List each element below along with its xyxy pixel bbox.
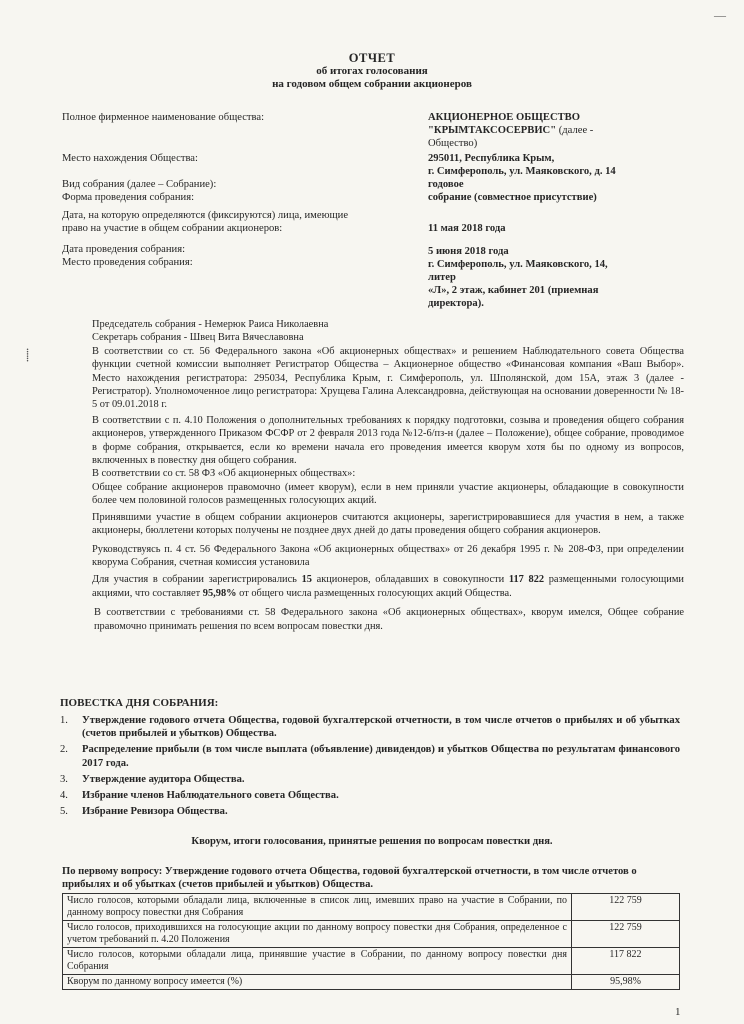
- table-cell-label: Число голосов, которыми обладали лица, включенные в список лиц, имевших право на участие в Собрании, по данному вопросу повестки дня Собрания: [63, 894, 572, 921]
- meeting-place-value: г. Симферополь, ул. Маяковского, 14, литер «Л», 2 этаж, кабинет 201 (приемная директора).: [428, 259, 608, 309]
- report-subtitle-1: об итогах голосования: [316, 65, 428, 77]
- agenda-title: ПОВЕСТКА ДНЯ СОБРАНИЯ:: [60, 697, 219, 709]
- table-cell-value: 122 759: [572, 921, 680, 948]
- chairman: Председатель собрания - Немерюк Раиса Николаевна: [92, 319, 329, 330]
- paragraph-commission-found: Руководствуясь п. 4 ст. 56 Федерального Закона «Об акционерных обществах» от 26 декабря 1995 г. № 208-ФЗ, при определении кворума Собрания, счетная комиссия установила: [92, 543, 684, 568]
- meeting-date-value: 5 июня 2018 года: [428, 246, 509, 257]
- paragraph-regulation: В соответствии с п. 4.10 Положения о дополнительных требованиях к порядку подготовки, созыва и проведения общего собрания акционеров, утвержденного Приказом ФСФР от 2 февраля 2013 года №12-6/пз-н (далее – Положение), общее собрание, проводимое в форме собрания, открывается, если ко времени начала его проведения имеется кворум хотя бы по одному из вопросов, включенных в повестку дня общего собрания.: [92, 414, 684, 467]
- meeting-type-label: Вид собрания (далее – Собрание):: [62, 179, 217, 190]
- table-cell-label: Кворум по данному вопросу имеется (%): [63, 975, 572, 990]
- meeting-place-label: Место проведения собрания:: [62, 257, 193, 268]
- agenda-item: 2. Распределение прибыли (в том числе выплата (объявление) дивидендов) и убытков Общества по результатам финансового 2017 года.: [60, 744, 680, 769]
- report-title: ОТЧЕТ: [348, 51, 396, 65]
- agenda-item: 3. Утверждение аудитора Общества.: [60, 773, 245, 785]
- location-value: 295011, Республика Крым, г. Симферополь, ул. Маяковского, д. 14: [428, 153, 616, 177]
- location-label: Место нахождения Общества:: [62, 153, 198, 164]
- scan-mark: —: [714, 8, 726, 22]
- record-date-value: 11 мая 2018 года: [428, 223, 506, 234]
- table-cell-label: Число голосов, приходившихся на голосующие акции по данному вопросу повестки дня Собрания, определенное с учетом требований п. 4.20 Положения: [63, 921, 572, 948]
- company-name-value: АКЦИОНЕРНОЕ ОБЩЕСТВО "КРЫМТАКСОСЕРВИС" (далее - Общество): [428, 112, 594, 149]
- agenda-item: 4. Избрание членов Наблюдательного совета Общества.: [60, 789, 339, 801]
- table-cell-value: 95,98%: [572, 975, 680, 990]
- paragraph-quorum-present: В соответствии с требованиями ст. 58 Федерального закона «Об акционерных обществах», кворум имелся, Общее собрание правомочно принимать решения по всем вопросам повестки дня.: [94, 607, 684, 632]
- table-cell-value: 122 759: [572, 894, 680, 921]
- report-body: [62, 318, 684, 633]
- page-number: 1: [675, 1006, 681, 1018]
- paragraph-article-58: В соответствии со ст. 58 ФЗ «Об акционерных обществах»:: [92, 468, 356, 480]
- table-row: [63, 921, 680, 948]
- quorum-heading: Кворум, итоги голосования, принятые решения по вопросам повестки дня.: [191, 836, 553, 847]
- meeting-form-label: Форма проведения собрания:: [62, 192, 195, 203]
- quorum-table: [62, 893, 680, 990]
- table-cell-value: 117 822: [572, 948, 680, 975]
- company-info: [62, 111, 662, 310]
- meeting-date-label: Дата проведения собрания:: [62, 244, 186, 255]
- agenda-list: [60, 714, 680, 821]
- table-row: [63, 975, 680, 990]
- meeting-type-value: годовое: [428, 179, 464, 190]
- paragraph-participants: Принявшими участие в общем собрании акционеров считаются акционеры, зарегистрировавшиеся для участия в нем, а также акционеры, бюллетени которых получены не позднее двух дней до даты проведения общего собрания акционеров.: [92, 511, 684, 537]
- scan-mark: ⸽: [26, 348, 30, 362]
- agenda-item: 1. Утверждение годового отчета Общества, годовой бухгалтерской отчетности, в том числе отчетов о прибылях и об убытках (счетов прибылей и убытков) Общества.: [60, 715, 680, 740]
- paragraph-quorum-rule: Общее собрание акционеров правомочно (имеет кворум), если в нем приняли участие акционеры, обладающие в совокупности более чем половиной голосов размещенных голосующих акций.: [92, 481, 684, 507]
- paragraph-registration: Для участия в собрании зарегистрировались 15 акционеров, обладавших в совокупности 117 822 размещенными голосующими акциями, что составляет 95,98% от общего числа размещенных голосующих акций Общества.: [92, 574, 684, 599]
- report-header: [0, 52, 744, 91]
- company-name-label: Полное фирменное наименование общества:: [62, 112, 265, 123]
- meeting-form-value: собрание (совместное присутствие): [428, 192, 597, 203]
- secretary: Секретарь собрания - Швец Вита Вячеславовна: [92, 332, 304, 344]
- paragraph-counting-commission: В соответствии со ст. 56 Федерального закона «Об акционерных обществах» и решением Наблюдательного совета Общества функции счетной комиссии выполняет Регистратор Общества – Акционерное общество «Финансовая компания «Ваш Выбор». Место нахождения регистратора: 295034, Республика Крым, г. Симферополь, ул. Шполянской, дом 15А, этаж 3 (далее - Регистратор). Уполномоченное лицо регистратора: Хрущева Галина Александровна, действующая на основании доверенности № 18-5 от 09.01.2018 г.: [92, 345, 684, 411]
- question-1-title: По первому вопросу: Утверждение годового отчета Общества, годовой бухгалтерской отчетности, в том числе отчетов о прибылях и об убытках (счетов прибылей и убытков) Общества.: [62, 866, 637, 891]
- report-subtitle-2: на годовом общем собрании акционеров: [272, 78, 472, 90]
- table-row: [63, 948, 680, 975]
- table-row: [63, 894, 680, 921]
- table-cell-label: Число голосов, которыми обладали лица, принявшие участие в Собрании, по данному вопросу повестки дня Собрания: [63, 948, 572, 975]
- agenda-item: 5. Избрание Ревизора Общества.: [60, 805, 228, 817]
- record-date-label: Дата, на которую определяются (фиксируются) лица, имеющие право на участие в общем собрании акционеров:: [62, 210, 349, 234]
